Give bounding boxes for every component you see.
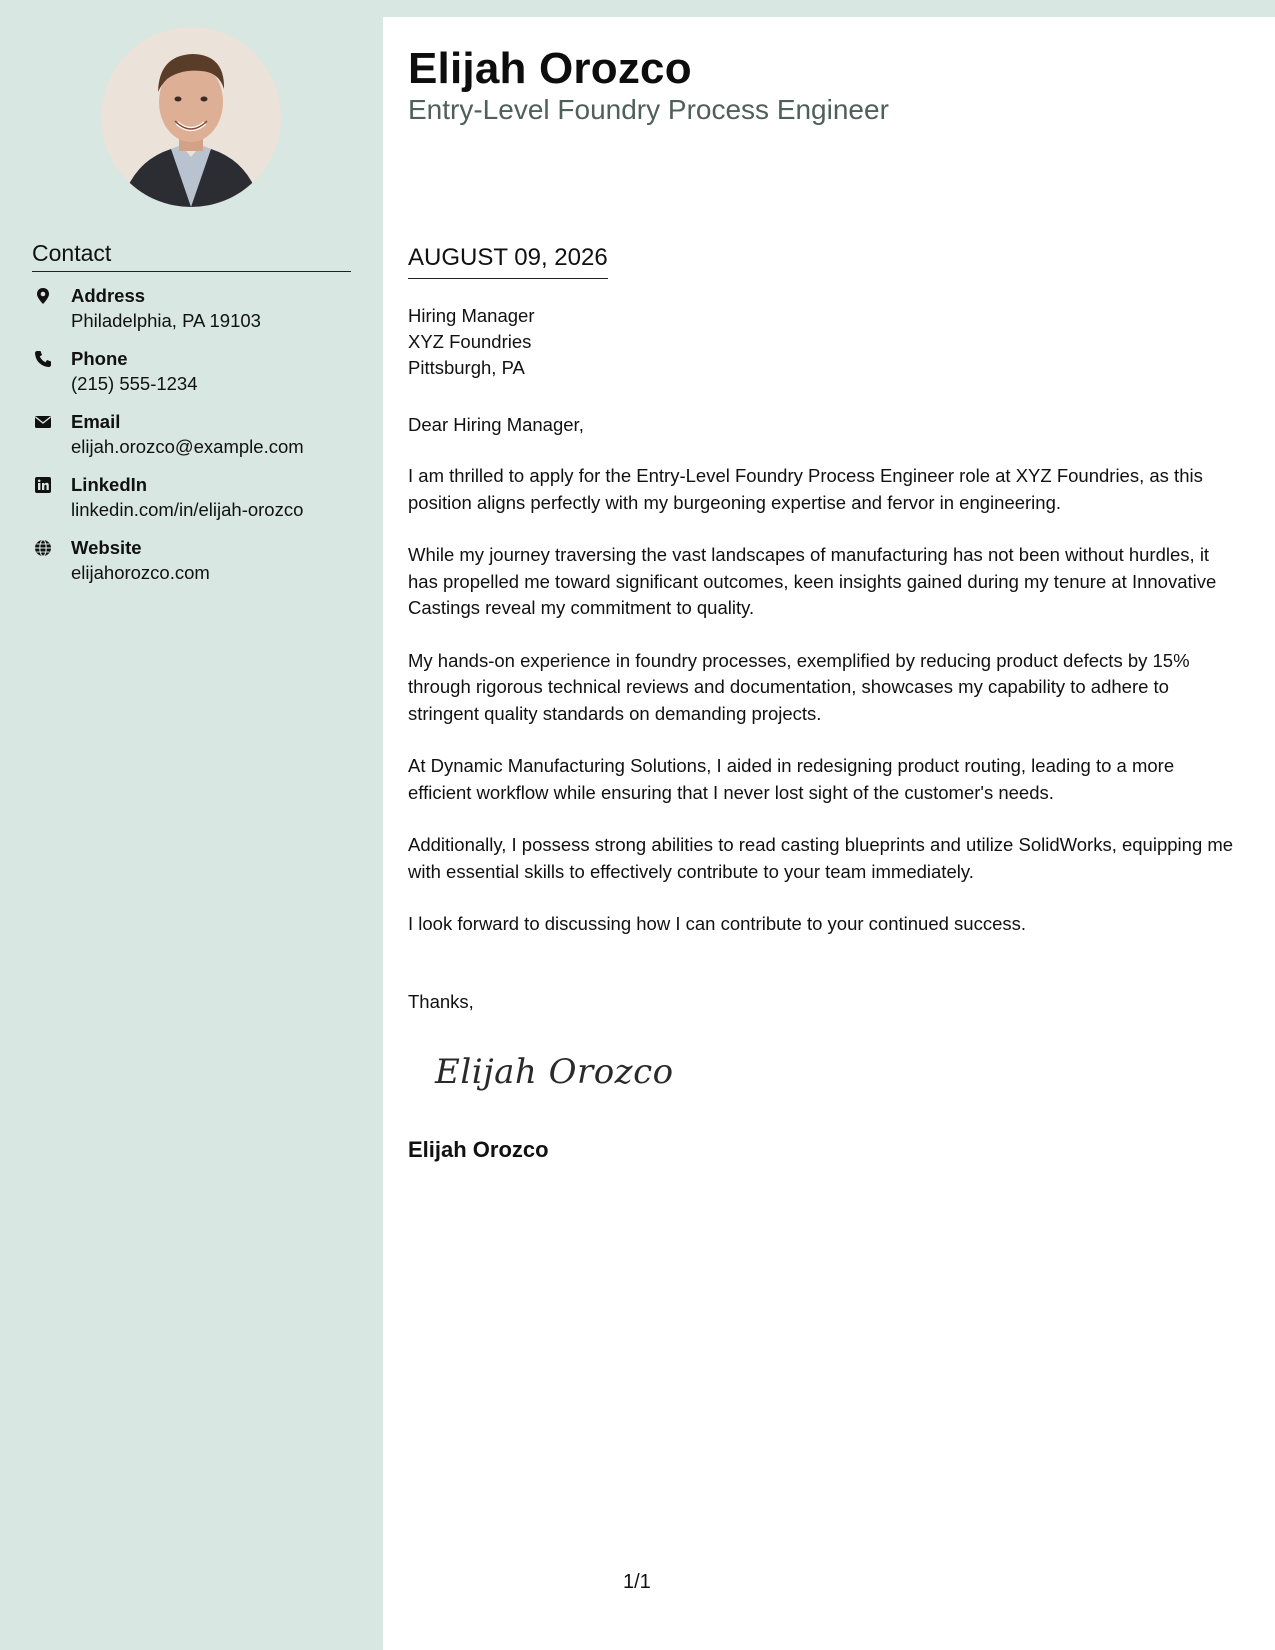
recipient-line: Hiring Manager	[408, 305, 535, 326]
contact-list	[32, 285, 362, 600]
letter-paragraph: My hands-on experience in foundry processes, exemplified by reducing product defects by 15% through rigorous technical reviews and documentation, showcases my capability to adhere to stringent quality standards on demanding projects.	[408, 649, 1190, 724]
contact-label: Address	[71, 285, 146, 306]
recipient-block	[408, 303, 534, 381]
salutation: Dear Hiring Manager,	[408, 414, 584, 435]
website-value[interactable]: elijahorozco.com	[71, 562, 210, 583]
email-value[interactable]: elijah.orozco@example.com	[71, 436, 304, 457]
contact-label: Email	[71, 411, 121, 432]
sidebar	[0, 0, 383, 1650]
contact-heading: Contact	[32, 240, 351, 272]
location-pin-icon	[34, 287, 52, 305]
letter-paragraph: Additionally, I possess strong abilities to read casting blueprints and utilize SolidWorks, equipping me with essential skills to effectively contribute to your team immediately.	[408, 834, 1234, 882]
handwritten-signature: Elijah Orozco	[435, 1052, 674, 1092]
contact-label: LinkedIn	[71, 474, 148, 495]
contact-item-website	[32, 537, 362, 600]
letter-paragraph: While my journey traversing the vast landscapes of manufacturing has not been without hurdles, it has propelled me toward significant outcomes, keen insights gained during my tenure at Innovative Castings reveal my commitment to quality.	[408, 544, 1217, 618]
letter-paragraphs	[408, 463, 1238, 964]
recipient-line: XYZ Foundries	[408, 331, 532, 352]
phone-value: (215) 555-1234	[71, 373, 198, 394]
contact-item-email	[32, 411, 362, 474]
phone-icon	[34, 350, 52, 368]
contact-label: Phone	[71, 348, 128, 369]
job-title: Entry-Level Foundry Process Engineer	[408, 94, 889, 125]
profile-photo	[101, 27, 281, 207]
letter-date: AUGUST 09, 2026	[408, 244, 608, 279]
letter-paragraph: I am thrilled to apply for the Entry-Level Foundry Process Engineer role at XYZ Foundries, as this position aligns perfectly with my burgeoning expertise and fervor in engineering.	[408, 465, 1203, 513]
page-number: 1/1	[623, 1571, 651, 1593]
closing: Thanks,	[408, 991, 474, 1012]
contact-item-phone	[32, 348, 362, 411]
globe-icon	[34, 539, 52, 557]
signer-name: Elijah Orozco	[408, 1137, 549, 1162]
address-value: Philadelphia, PA 19103	[71, 310, 261, 331]
recipient-line: Pittsburgh, PA	[408, 357, 525, 378]
linkedin-icon	[34, 476, 52, 494]
linkedin-value[interactable]: linkedin.com/in/elijah-orozco	[71, 499, 304, 520]
applicant-name: Elijah Orozco	[408, 44, 692, 93]
letter-body	[383, 17, 1275, 1650]
contact-item-address	[32, 285, 362, 348]
contact-label: Website	[71, 537, 142, 558]
contact-item-linkedin	[32, 474, 362, 537]
letter-paragraph: At Dynamic Manufacturing Solutions, I aided in redesigning product routing, leading to a more efficient workflow while ensuring that I never lost sight of the customer's needs.	[408, 755, 1175, 803]
letter-paragraph: I look forward to discussing how I can contribute to your continued success.	[408, 913, 1027, 934]
envelope-icon	[34, 413, 52, 431]
